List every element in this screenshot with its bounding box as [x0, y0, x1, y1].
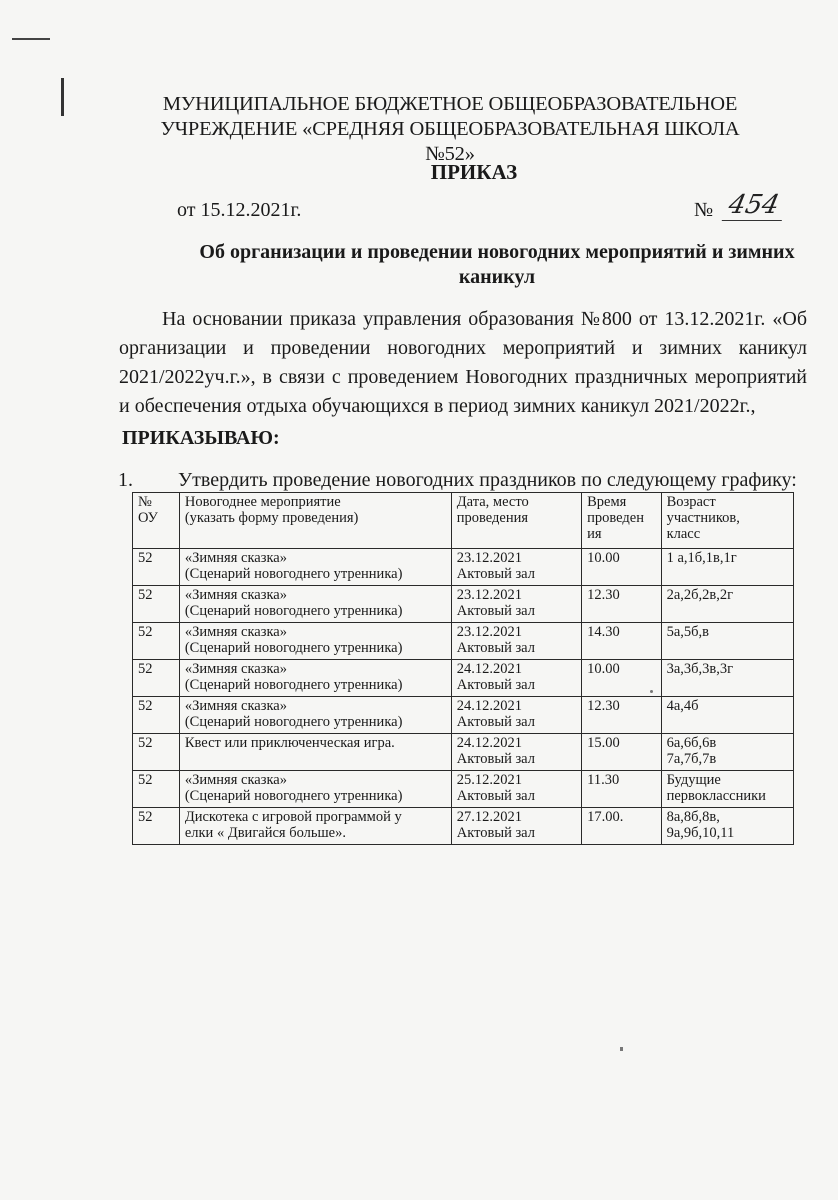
table-row	[133, 697, 794, 734]
table-row	[133, 586, 794, 623]
table-cell: 52	[133, 549, 180, 586]
scan-mark	[61, 78, 64, 116]
table-cell: 52	[133, 697, 180, 734]
table-cell: 27.12.2021 Актовый зал	[451, 808, 581, 845]
table-cell: 23.12.2021 Актовый зал	[451, 549, 581, 586]
table-cell: Дискотека с игровой программой у елки « Двигайся больше».	[179, 808, 451, 845]
order-directive: ПРИКАЗЫВАЮ:	[122, 427, 280, 449]
scan-speck	[650, 690, 653, 693]
table-cell: «Зимняя сказка» (Сценарий новогоднего утренника)	[179, 697, 451, 734]
table-row	[133, 660, 794, 697]
table-cell: 12.30	[582, 586, 661, 623]
schedule-table	[132, 492, 794, 845]
header-cell: Дата, место проведения	[451, 493, 581, 549]
table-cell: 10.00	[582, 660, 661, 697]
table-cell: 1 а,1б,1в,1г	[661, 549, 793, 586]
item-text: Утвердить проведение новогодних праздников по следующему графику:	[178, 469, 797, 491]
table-cell: 4а,4б	[661, 697, 793, 734]
table-cell: 6а,6б,6в 7а,7б,7в	[661, 734, 793, 771]
order-date: от 15.12.2021г.	[177, 199, 302, 221]
header-cell: № ОУ	[133, 493, 180, 549]
table-cell: Квест или приключенческая игра.	[179, 734, 451, 771]
table-cell: 24.12.2021 Актовый зал	[451, 734, 581, 771]
order-number-handwritten: 454	[722, 190, 788, 221]
header-cell: Возраст участников, класс	[661, 493, 793, 549]
table-cell: «Зимняя сказка» (Сценарий новогоднего утренника)	[179, 586, 451, 623]
table-cell: 24.12.2021 Актовый зал	[451, 697, 581, 734]
header-cell: Время проведен ия	[582, 493, 661, 549]
table-row	[133, 734, 794, 771]
table-cell: 10.00	[582, 549, 661, 586]
table-cell: 8а,8б,8в, 9а,9б,10,11	[661, 808, 793, 845]
table-cell: 14.30	[582, 623, 661, 660]
table-cell: 17.00.	[582, 808, 661, 845]
table-cell: 15.00	[582, 734, 661, 771]
table-row	[133, 623, 794, 660]
table-cell: 52	[133, 623, 180, 660]
table-cell: 23.12.2021 Актовый зал	[451, 623, 581, 660]
order-subject: Об организации и проведении новогодних мероприятий и зимних каникул	[199, 241, 795, 288]
table-cell: 5а,5б,в	[661, 623, 793, 660]
table-cell: Будущие первоклассники	[661, 771, 793, 808]
table-cell: 12.30	[582, 697, 661, 734]
table-row	[133, 771, 794, 808]
table-cell: 52	[133, 734, 180, 771]
order-number-label: №	[694, 199, 714, 221]
item-number: 1.	[118, 469, 133, 491]
table-cell: 52	[133, 808, 180, 845]
basis-paragraph: На основании приказа управления образования №800 от 13.12.2021г. «Об организации и проведении новогодних мероприятий и зимних каникул 2021/2022уч.г.», в связи с проведением Новогодних праздничных мероприятий и обеспечения отдыха обучающихся в период зимних каникул 2021/2022г.,	[119, 308, 807, 417]
table-cell: 52	[133, 771, 180, 808]
table-cell: «Зимняя сказка» (Сценарий новогоднего утренника)	[179, 623, 451, 660]
table-cell: 52	[133, 660, 180, 697]
table-cell: «Зимняя сказка» (Сценарий новогоднего утренника)	[179, 549, 451, 586]
scan-mark	[12, 38, 50, 40]
table-cell: 2а,2б,2в,2г	[661, 586, 793, 623]
table-cell: 3а,3б,3в,3г	[661, 660, 793, 697]
table-cell: «Зимняя сказка» (Сценарий новогоднего утренника)	[179, 660, 451, 697]
table-row	[133, 549, 794, 586]
table-cell: 52	[133, 586, 180, 623]
table-cell: 11.30	[582, 771, 661, 808]
table-row	[133, 808, 794, 845]
header-cell: Новогоднее мероприятие (указать форму проведения)	[179, 493, 451, 549]
document-type-heading: ПРИКАЗ	[430, 160, 518, 184]
table-header-row	[133, 493, 794, 549]
table-cell: 25.12.2021 Актовый зал	[451, 771, 581, 808]
org-line-1: МУНИЦИПАЛЬНОЕ БЮДЖЕТНОЕ ОБЩЕОБРАЗОВАТЕЛЬНОЕ	[162, 93, 738, 115]
org-line-2: УЧРЕЖДЕНИЕ «СРЕДНЯЯ ОБЩЕОБРАЗОВАТЕЛЬНАЯ ШКОЛА №52»	[160, 118, 740, 165]
table-cell: «Зимняя сказка» (Сценарий новогоднего утренника)	[179, 771, 451, 808]
scan-speck	[620, 1047, 623, 1051]
organization-title	[140, 92, 760, 167]
table-cell: 24.12.2021 Актовый зал	[451, 660, 581, 697]
table-cell: 23.12.2021 Актовый зал	[451, 586, 581, 623]
